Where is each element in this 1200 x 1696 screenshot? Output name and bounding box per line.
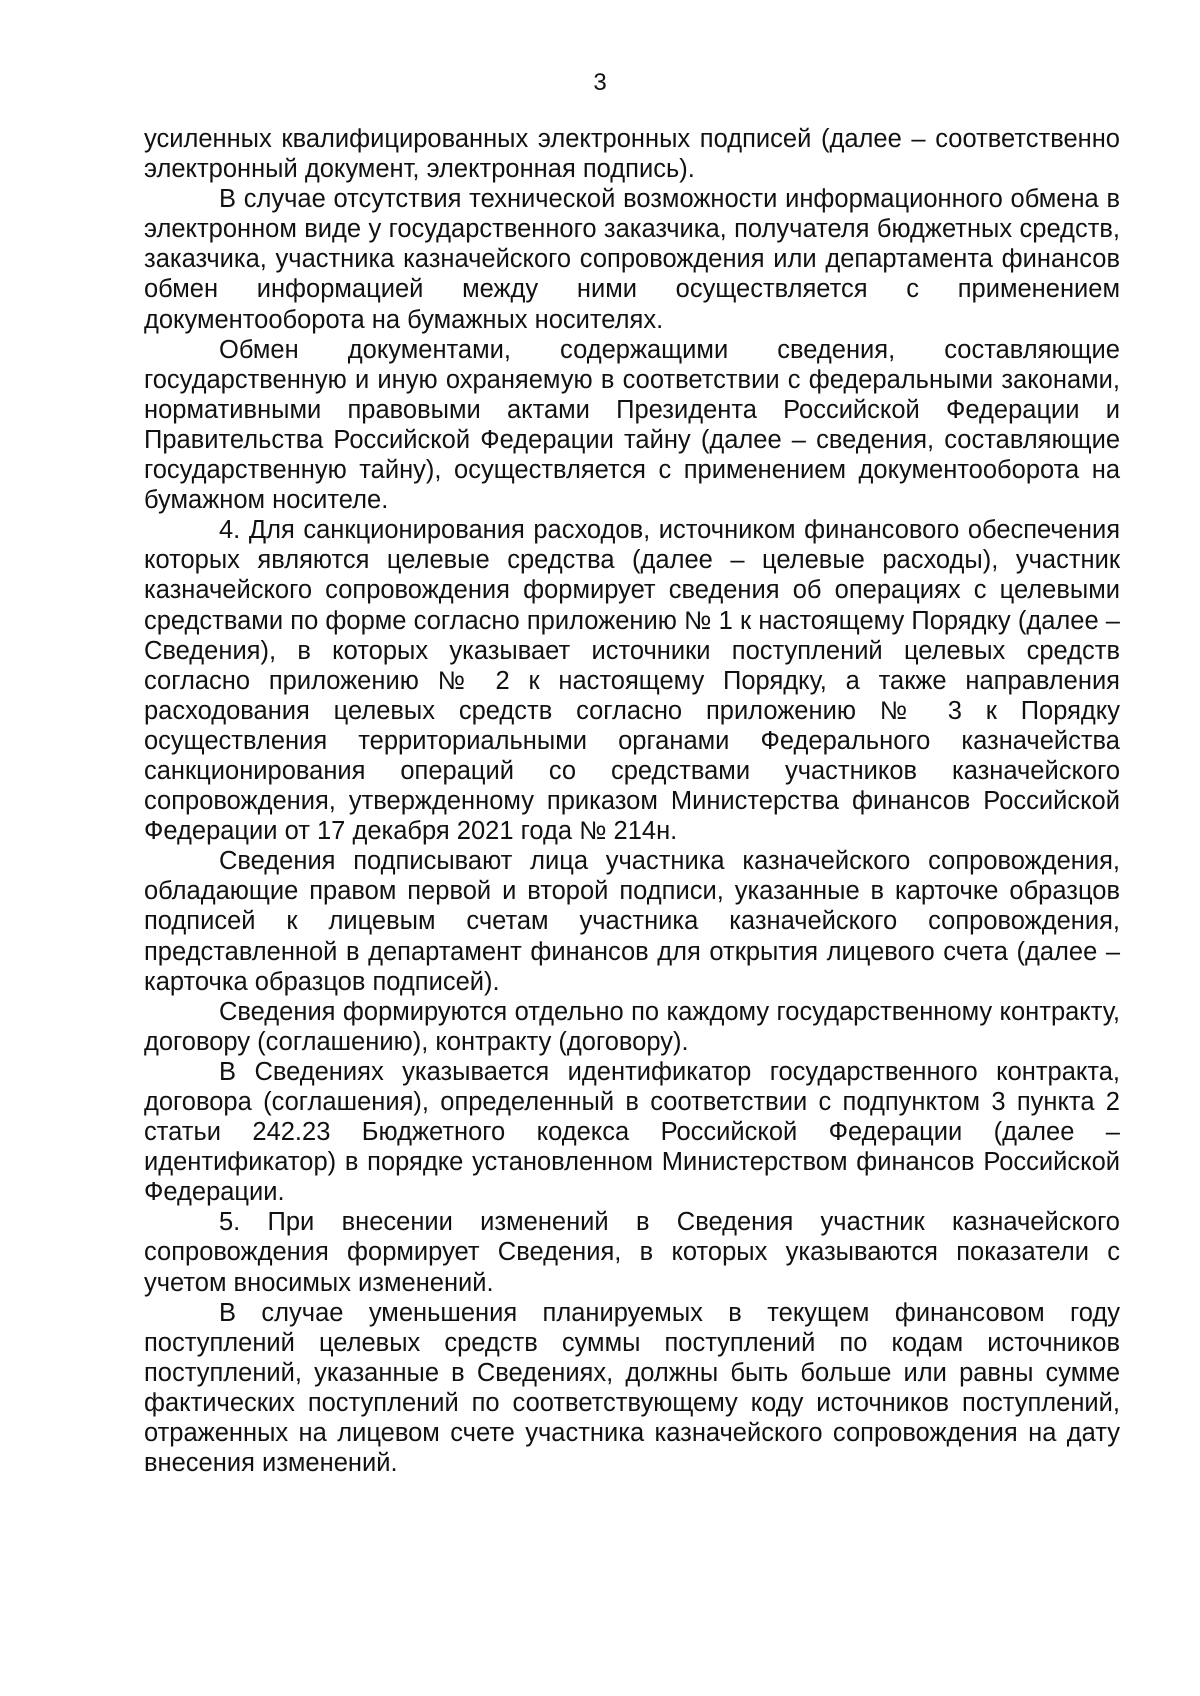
page-number: 3: [593, 69, 607, 96]
paragraph-continuation: усиленных квалифицированных электронных подписей (далее – соответственно электронный документ, электронная подпись).: [144, 125, 1120, 184]
paragraph-item-5: 5. При внесении изменений в Сведения участник казначейского сопровождения формирует Сведения, в которых указываются показатели с учетом вносимых изменений.: [144, 1208, 1120, 1297]
paragraph-signatures: Сведения подписывают лица участника казначейского сопровождения, обладающие правом первой и второй подписи, указанные в карточке образцов подписей к лицевым счетам участника казначейского сопровождения, представленной в департамент финансов для открытия лицевого счета (далее – карточка образцов подписей).: [144, 847, 1120, 996]
paragraph-item-4: 4. Для санкционирования расходов, источником финансового обеспечения которых являются целевые средства (далее – целевые расходы), участник казначейского сопровождения формирует сведения об операциях с целевыми средствами по форме согласно приложению № 1 к настоящему Порядку (далее – Сведения), в которых указывает источники поступлений целевых средств согласно приложению № 2 к настоящему Порядку, а также направления расходования целевых средств согласно приложению № 3 к Порядку осуществления территориальными органами Федерального казначейства санкционирования операций со средствами участников казначейского сопровождения, утвержденному приказом Министерства финансов Российской Федерации от 17 декабря 2021 года № 214н.: [144, 516, 1120, 846]
document-body: [144, 124, 1120, 1478]
paragraph-state-secret-exchange: Обмен документами, содержащими сведения, составляющие государственную и иную охраняемую в соответствии с федеральными законами, нормативными правовыми актами Президента Российской Федерации и Правительства Российской Федерации тайну (далее – сведения, составляющие государственную тайну), осуществляется с применением документооборота на бумажном носителе.: [144, 335, 1120, 515]
paragraph-identifier: В Сведениях указывается идентификатор государственного контракта, договора (соглашения), определенный в соответствии с подпунктом 3 пункта 2 статьи 242.23 Бюджетного кодекса Российской Федерации (далее – идентификатор) в порядке установленном Министерством финансов Российской Федерации.: [144, 1057, 1120, 1207]
paragraph-decrease-receipts: В случае уменьшения планируемых в текущем финансовом году поступлений целевых средств суммы поступлений по кодам источников поступлений, указанные в Сведениях, должны быть больше или равны сумме фактических поступлений по соответствующему коду источников поступлений, отраженных на лицевом счете участника казначейского сопровождения на дату внесения изменений.: [144, 1298, 1120, 1478]
paragraph-no-electronic-exchange: В случае отсутствия технической возможности информационного обмена в электронном виде у государственного заказчика, получателя бюджетных средств, заказчика, участника казначейского сопровождения или департамента финансов обмен информацией между ними осуществляется с применением документооборота на бумажных носителях.: [144, 185, 1120, 334]
paragraph-per-contract: Сведения формируются отдельно по каждому государственному контракту, договору (соглашению), контракту (договору).: [144, 997, 1120, 1056]
